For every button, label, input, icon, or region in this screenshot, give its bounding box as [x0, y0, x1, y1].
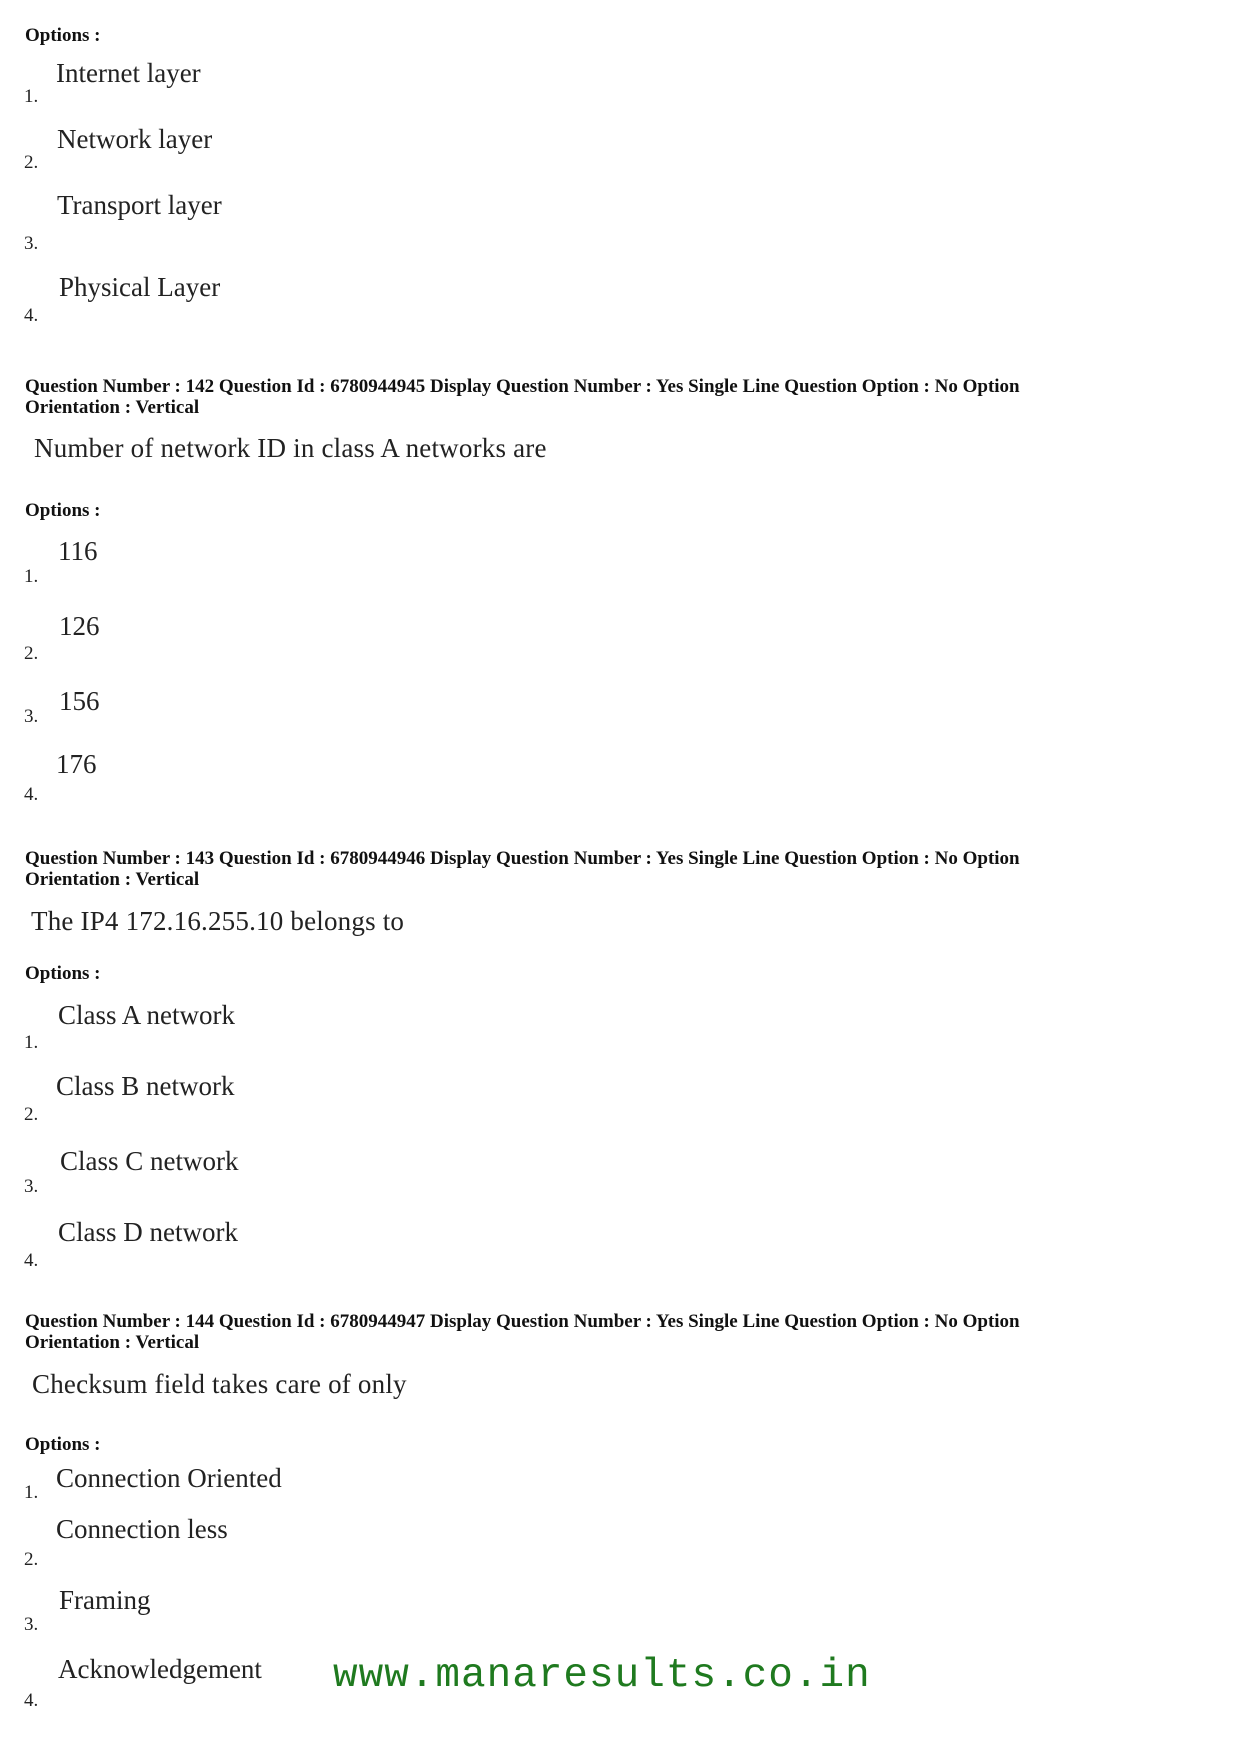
option-number: 2.	[24, 1549, 39, 1570]
option-number: 3.	[24, 1614, 39, 1635]
question-meta-line: Question Number : 143 Question Id : 6780944946 Display Question Number : Yes Single Line Question Option : No Option	[25, 848, 1020, 869]
option-number: 2.	[24, 152, 39, 173]
option-number: 1.	[24, 86, 39, 107]
option-text: Class D network	[58, 1217, 238, 1247]
option-text: Transport layer	[57, 190, 222, 220]
question-meta-line: Question Number : 144 Question Id : 6780944947 Display Question Number : Yes Single Line Question Option : No Option	[25, 1311, 1020, 1332]
question-text: Checksum field takes care of only	[32, 1369, 407, 1399]
question-meta-line: Orientation : Vertical	[25, 1332, 200, 1353]
option-text: Connection Oriented	[56, 1463, 282, 1493]
site-watermark: www.manaresults.co.in	[333, 1653, 871, 1699]
question-text: The IP4 172.16.255.10 belongs to	[31, 906, 405, 936]
option-number: 4.	[24, 1690, 39, 1711]
question-meta-line: Question Number : 142 Question Id : 6780944945 Display Question Number : Yes Single Line Question Option : No Option	[25, 376, 1020, 397]
option-text: Acknowledgement	[58, 1654, 262, 1684]
option-text: Internet layer	[56, 58, 201, 88]
question-meta	[25, 1311, 1195, 1353]
options-label: Options :	[25, 25, 101, 46]
option-text: Framing	[59, 1585, 151, 1615]
option-number: 4.	[24, 784, 39, 805]
option-number: 4.	[24, 1250, 39, 1271]
question-meta	[25, 848, 1195, 890]
option-text: Class A network	[58, 1000, 236, 1030]
option-number: 3.	[24, 233, 39, 254]
question-meta	[25, 376, 1195, 418]
options-label: Options :	[25, 963, 101, 984]
option-number: 2.	[24, 1104, 39, 1125]
option-number: 1.	[24, 566, 39, 587]
options-label: Options :	[25, 500, 101, 521]
option-text: 156	[59, 686, 100, 716]
option-text: Class B network	[56, 1071, 235, 1101]
options-label: Options :	[25, 1434, 101, 1455]
option-text: Connection less	[56, 1514, 228, 1544]
option-number: 2.	[24, 643, 39, 664]
question-text: Number of network ID in class A networks are	[34, 433, 547, 463]
option-number: 1.	[24, 1032, 39, 1053]
option-text: 126	[59, 611, 100, 641]
option-number: 1.	[24, 1482, 39, 1503]
question-meta-line: Orientation : Vertical	[25, 869, 200, 890]
option-text: 176	[56, 749, 97, 779]
option-text: 116	[58, 536, 98, 566]
option-number: 3.	[24, 706, 39, 727]
option-text: Network layer	[57, 124, 213, 154]
question-meta-line: Orientation : Vertical	[25, 397, 200, 418]
option-text: Class C network	[60, 1146, 239, 1176]
option-text: Physical Layer	[59, 272, 221, 302]
option-number: 3.	[24, 1176, 39, 1197]
option-number: 4.	[24, 305, 39, 326]
